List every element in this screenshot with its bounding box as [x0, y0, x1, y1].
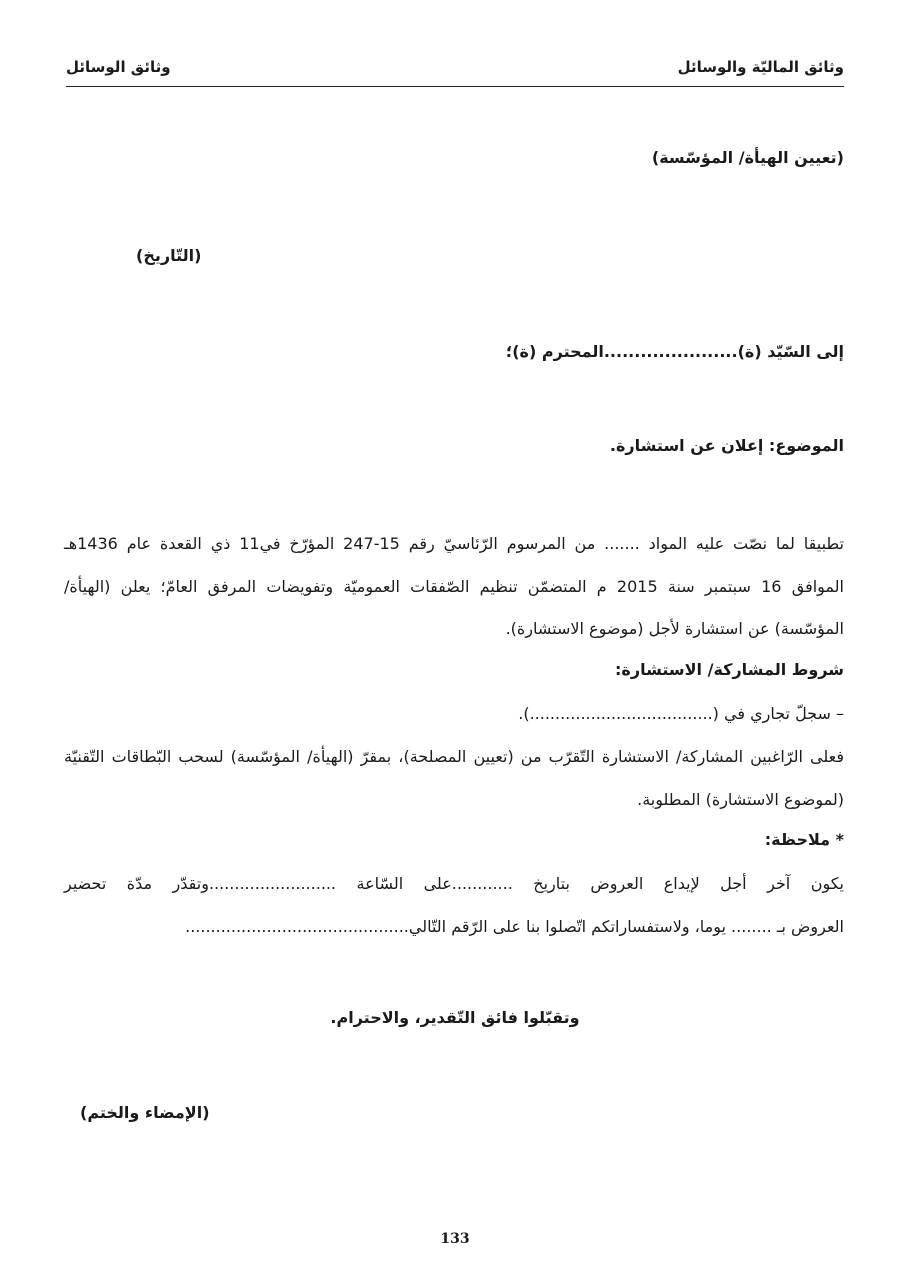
page-number: 133 [440, 1231, 470, 1247]
entity-line: (تعيين الهيأة/ المؤسّسة) [651, 148, 844, 167]
paragraph-3-line-2: العروض بـ ........ يوما، ولاستفساراتكم اتّصلوا بنا على الرّقم التّالي............................................ [185, 917, 844, 936]
signature-line: (الإمضاء والختم) [80, 1103, 210, 1122]
subject-line: الموضوع: إعلان عن استشارة. [609, 436, 844, 455]
page-header [66, 58, 844, 87]
paragraph-3-line-1: يكون آخر أجل لإيداع العروض بتاريخ ............على السّاعة .........................وتقدّر مدّة تحضير [64, 874, 844, 893]
register-item: – سجلّ تجاري في (....................................). [518, 704, 844, 723]
paragraph-2-line-1: فعلى الرّاغبين المشاركة/ الاستشارة التّقرّب من (تعيين المصلحة)، بمقرّ (الهيأة/ المؤسّسة) لسحب البّطاقات التّقنيّة [64, 747, 844, 766]
conditions-heading: شروط المشاركة/ الاستشارة: [615, 660, 844, 679]
paragraph-1-line-2: الموافق 16 سبتمبر سنة 2015 م المتضمّن تنظيم الصّفقات العموميّة وتفويضات المرفق العامّ؛ يعلن (الهيأة/ [64, 577, 844, 596]
note-heading: * ملاحظة: [764, 830, 844, 849]
header-left-title: وثائق الوسائل [66, 58, 171, 76]
paragraph-1-line-1: تطبيقا لما نصّت عليه المواد ....... من المرسوم الرّئاسيّ رقم 15-247 المؤرّخ في11 ذي القعدة عام 1436هـ [64, 534, 844, 553]
date-line: (التّاريخ) [136, 246, 202, 265]
header-right-title: وثائق الماليّة والوسائل [677, 58, 844, 76]
addressee-line: إلى السّيّد (ة)......................المحترم (ة)؛ [505, 342, 844, 361]
paragraph-2-line-2: (لموضوع الاستشارة) المطلوبة. [637, 790, 844, 809]
paragraph-1-line-3: المؤسّسة) عن استشارة لأجل (موضوع الاستشارة). [505, 619, 844, 638]
closing-line: وتقبّلوا فائق التّقدير، والاحترام. [330, 1008, 580, 1027]
